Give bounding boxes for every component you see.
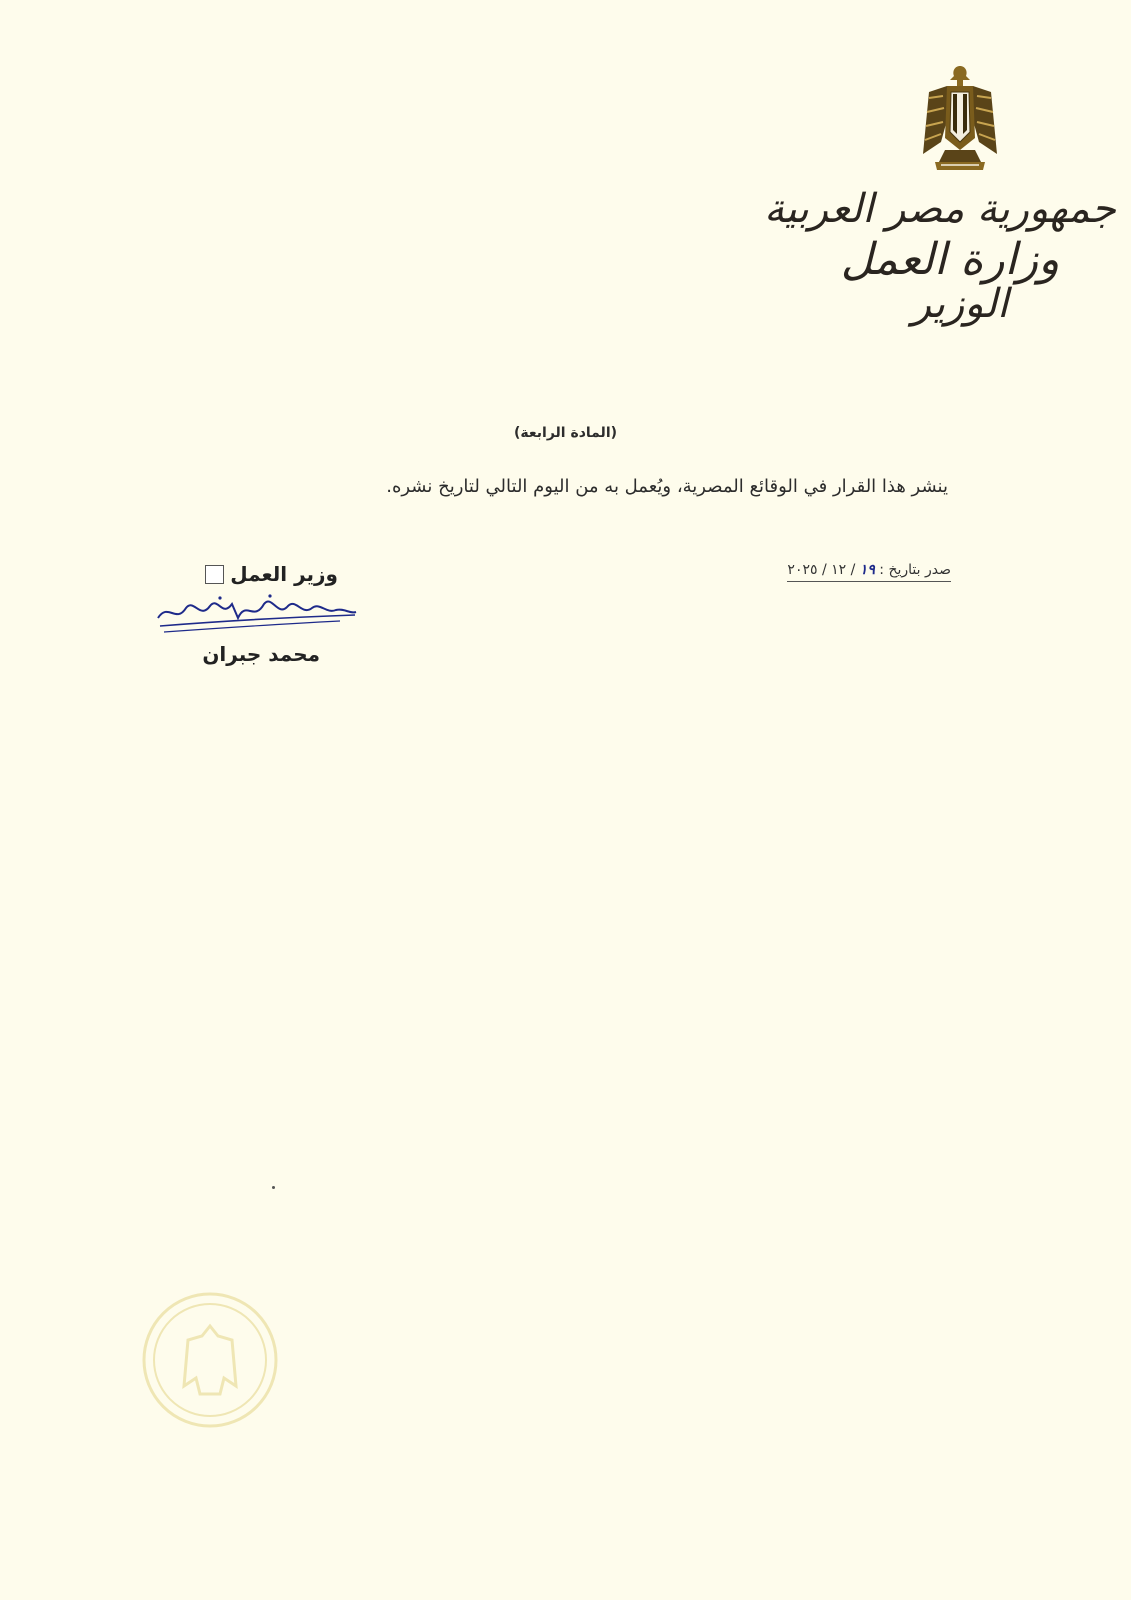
letterhead (764, 62, 1116, 327)
handwritten-signature (150, 588, 360, 638)
issue-date-label: صدر بتاريخ : (879, 562, 951, 578)
minister-title: الوزير (911, 281, 1009, 327)
signature-title-row (150, 562, 350, 586)
issue-date-month-year: / ١٢ / ٢٠٢٥ (787, 562, 856, 578)
watermark-seal-icon (140, 1290, 280, 1430)
eagle-emblem-icon (917, 62, 1003, 174)
signatory-name: محمد جبران (202, 642, 320, 666)
ministry-title: وزارة العمل (840, 234, 1060, 285)
article-heading: (المادة الرابعة) (513, 425, 618, 441)
signature-title: وزير العمل (230, 562, 338, 586)
signature-block (150, 562, 350, 666)
checkbox-icon (205, 565, 224, 584)
stray-dot (272, 1186, 275, 1189)
article-text: ينشر هذا القرار في الوقائع المصرية، ويُعمل به من اليوم التالي لتاريخ نشره. (386, 476, 948, 497)
republic-title: جمهورية مصر العربية (764, 186, 1116, 232)
issue-date (787, 562, 951, 582)
issue-date-day: ١٩ (859, 562, 875, 578)
